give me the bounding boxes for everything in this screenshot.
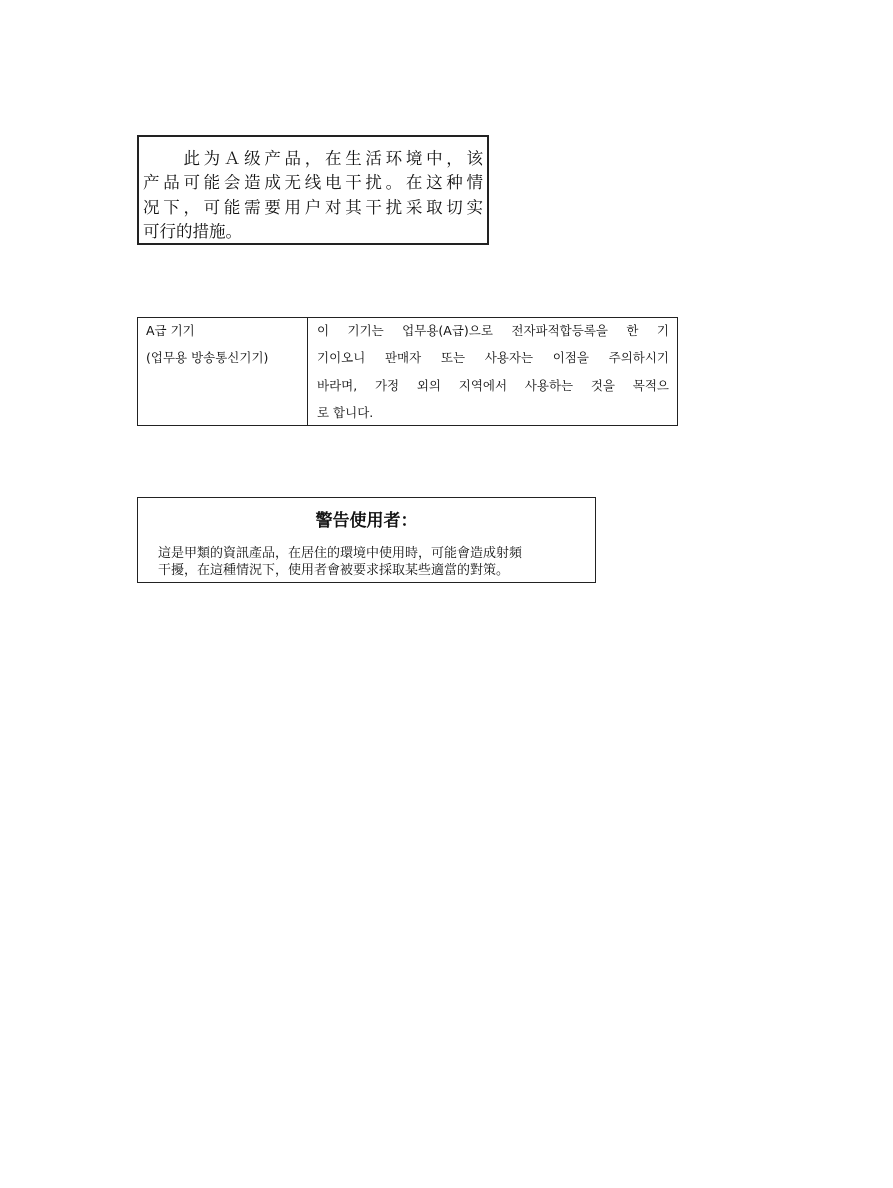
notice-line: 這是甲類的資訊產品，在居住的環境中使用時，可能會造成射頻: [158, 546, 523, 561]
traditional-chinese-notice: [137, 497, 596, 583]
simplified-chinese-notice: [137, 135, 489, 245]
device-type-label: (업무용 방송통신기기): [146, 350, 269, 365]
notice-line: 로 합니다.: [317, 405, 374, 420]
notice-line: 况下，可能需要用户对其干扰采取切实: [143, 198, 483, 217]
notice-line: 此为Ａ级产品，在生活环境中，该: [143, 149, 483, 168]
notice-line: 기이오니 판매자 또는 사용자는 이점을 주의하시기: [317, 350, 669, 365]
notice-line: 产品可能会造成无线电干扰。在这种情: [143, 173, 483, 192]
column-divider: [307, 318, 308, 425]
notice-line: 干擾，在這種情況下，使用者會被要求採取某些適當的對策。: [158, 563, 510, 578]
notice-line: 可行的措施。: [143, 222, 242, 241]
notice-title: 警告使用者：: [315, 511, 418, 531]
notice-line: 바라며, 가정 외의 지역에서 사용하는 것을 목적으: [317, 378, 669, 393]
korean-notice-table: [137, 317, 678, 426]
notice-line: 이 기기는 업무용(A급)으로 전자파적합등록을 한 기: [317, 323, 669, 338]
device-class-label: A급 기기: [146, 323, 195, 338]
